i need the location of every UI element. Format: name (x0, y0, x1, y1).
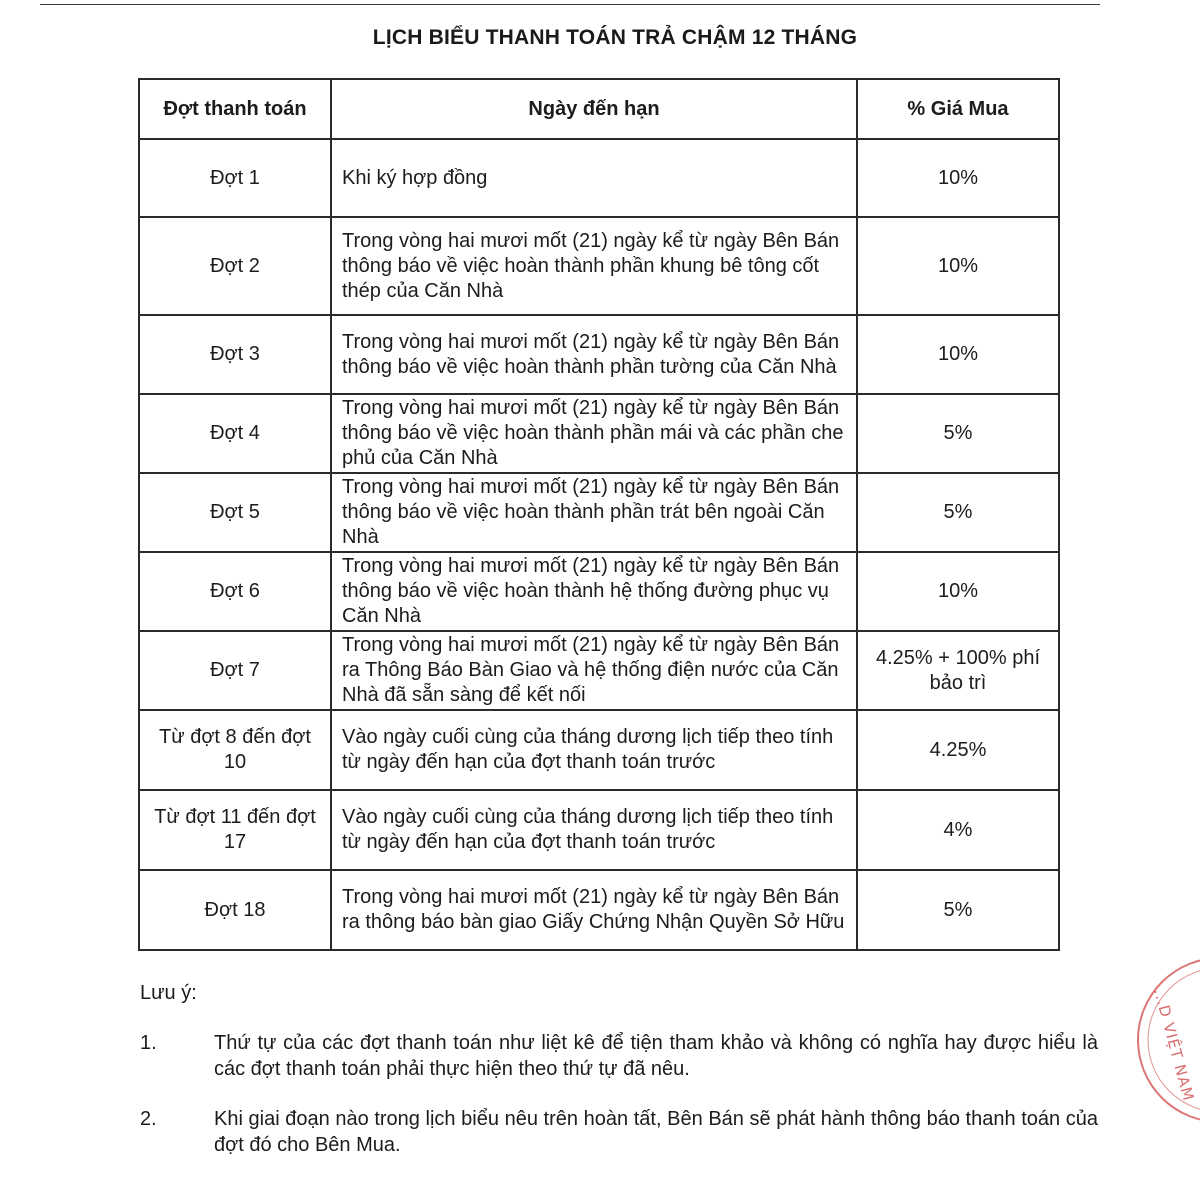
percent-cell: 10% (857, 217, 1059, 315)
note-number: 1. (140, 1032, 157, 1054)
note-number: 2. (140, 1108, 157, 1130)
header-installment: Đợt thanh toán (139, 79, 331, 139)
due-date-cell: Vào ngày cuối cùng của tháng dương lịch tiếp theo tính từ ngày đến hạn của đợt thanh toán trước (331, 790, 857, 870)
header-percent-price: % Giá Mua (857, 79, 1059, 139)
note-text: Thứ tự của các đợt thanh toán như liệt kê để tiện tham khảo và không có nghĩa hay được hiểu là các đợt thanh toán phải thực hiện theo thứ tự đã nêu. (214, 1032, 1098, 1080)
table-row (139, 473, 1059, 552)
header-due-date: Ngày đến hạn (331, 79, 857, 139)
percent-cell: 10% (857, 315, 1059, 394)
due-date-cell: Trong vòng hai mươi mốt (21) ngày kể từ ngày Bên Bán thông báo về việc hoàn thành hệ thống đường phục vụ Căn Nhà (331, 552, 857, 631)
due-date-cell: Trong vòng hai mươi mốt (21) ngày kể từ ngày Bên Bán thông báo về việc hoàn thành phần mái và các phần che phủ của Căn Nhà (331, 394, 857, 473)
table-row (139, 710, 1059, 790)
note-item (140, 1030, 1098, 1082)
table-row (139, 315, 1059, 394)
installment-cell: Đợt 3 (139, 315, 331, 394)
installment-cell: Đợt 18 (139, 870, 331, 950)
installment-cell: Đợt 2 (139, 217, 331, 315)
table-row (139, 631, 1059, 710)
percent-cell: 10% (857, 139, 1059, 217)
installment-cell: Từ đợt 11 đến đợt 17 (139, 790, 331, 870)
stamp-text: ...D VIỆT NAM (1150, 986, 1198, 1104)
table-header-row (139, 79, 1059, 139)
note-text: Khi giai đoạn nào trong lịch biểu nêu trên hoàn tất, Bên Bán sẽ phát hành thông báo thanh toán của đợt đó cho Bên Mua. (214, 1108, 1098, 1156)
due-date-cell: Trong vòng hai mươi mốt (21) ngày kể từ ngày Bên Bán ra thông báo bàn giao Giấy Chứng Nhận Quyền Sở Hữu (331, 870, 857, 950)
due-date-cell: Khi ký hợp đồng (331, 139, 857, 217)
installment-cell: Đợt 6 (139, 552, 331, 631)
due-date-cell: Trong vòng hai mươi mốt (21) ngày kể từ ngày Bên Bán thông báo về việc hoàn thành phần tường của Căn Nhà (331, 315, 857, 394)
due-date-cell: Trong vòng hai mươi mốt (21) ngày kể từ ngày Bên Bán thông báo về việc hoàn thành phần trát bên ngoài Căn Nhà (331, 473, 857, 552)
installment-cell: Đợt 7 (139, 631, 331, 710)
table-row (139, 394, 1059, 473)
notes-title: Lưu ý: (140, 982, 197, 1004)
table-row (139, 870, 1059, 950)
installment-cell: Đợt 5 (139, 473, 331, 552)
percent-cell: 10% (857, 552, 1059, 631)
header-rule (40, 4, 1100, 5)
installment-cell: Đợt 4 (139, 394, 331, 473)
notes-section (140, 980, 1098, 1182)
due-date-cell: Vào ngày cuối cùng của tháng dương lịch tiếp theo tính từ ngày đến hạn của đợt thanh toán trước (331, 710, 857, 790)
installment-cell: Đợt 1 (139, 139, 331, 217)
table-row (139, 139, 1059, 217)
due-date-cell: Trong vòng hai mươi mốt (21) ngày kể từ ngày Bên Bán thông báo về việc hoàn thành phần khung bê tông cốt thép của Căn Nhà (331, 217, 857, 315)
percent-cell: 4.25% (857, 710, 1059, 790)
percent-cell: 5% (857, 473, 1059, 552)
percent-cell: 4% (857, 790, 1059, 870)
due-date-cell: Trong vòng hai mươi mốt (21) ngày kể từ ngày Bên Bán ra Thông Báo Bàn Giao và hệ thống điện nước của Căn Nhà đã sẵn sàng để kết nối (331, 631, 857, 710)
table-row (139, 552, 1059, 631)
percent-cell: 5% (857, 394, 1059, 473)
percent-cell: 5% (857, 870, 1059, 950)
page-title: LỊCH BIỂU THANH TOÁN TRẢ CHẬM 12 THÁNG (372, 26, 858, 49)
payment-schedule-table (138, 78, 1060, 951)
installment-cell: Từ đợt 8 đến đợt 10 (139, 710, 331, 790)
note-item (140, 1106, 1098, 1158)
percent-cell: 4.25% + 100% phí bảo trì (857, 631, 1059, 710)
table-row (139, 790, 1059, 870)
company-seal-stamp (1110, 950, 1200, 1130)
table-row (139, 217, 1059, 315)
